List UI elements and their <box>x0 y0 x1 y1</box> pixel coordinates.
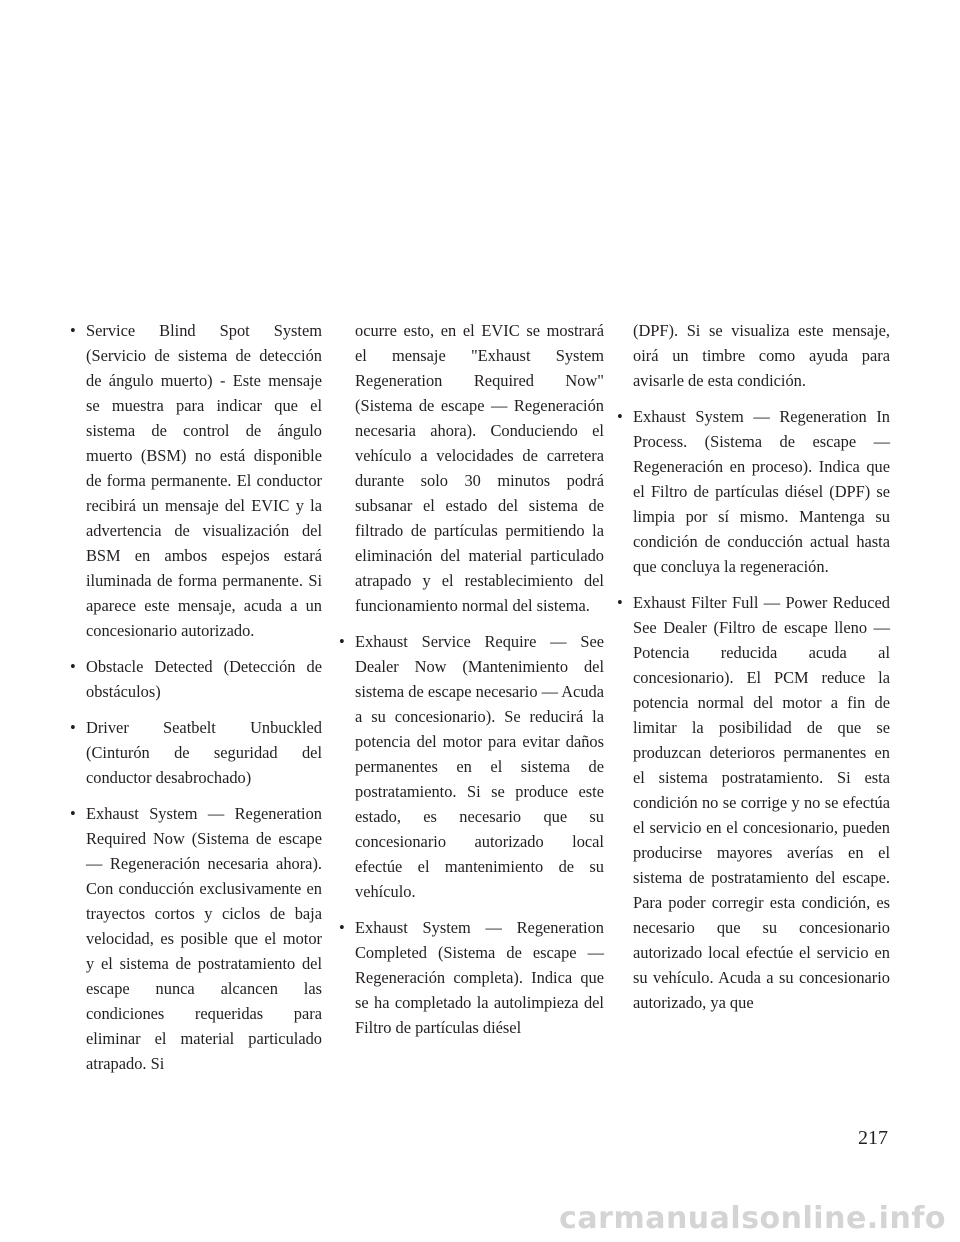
column-2 <box>339 318 604 1051</box>
list-item-exhaust-service-require: • Exhaust Service Require — See Dealer Now (Mantenimiento del sistema de escape necesario — Acuda a su concesionario). Se reducirá la potencia del motor para evitar daños permanentes en el sistema de postratamiento. Si se produce este estado, es necesario que su concesionario autorizado local efectúe el mantenimiento de su vehículo. <box>339 629 604 904</box>
list-item-regeneration-in-process: • Exhaust System — Regeneration In Process. (Sistema de escape — Regeneración en proceso). Indica que el Filtro de partículas diésel (DPF) se limpia por sí mismo. Mantenga su condición de conducción actual hasta que concluya la regeneración. <box>617 404 890 579</box>
list-item-driver-seatbelt: • Driver Seatbelt Unbuckled (Cinturón de seguridad del conductor desabrochado) <box>70 715 322 790</box>
continued-paragraph: (DPF). Si se visualiza este mensaje, oirá un timbre como ayuda para avisarle de esta condición. <box>633 321 890 390</box>
list-item-service-blind-spot: • Service Blind Spot System (Servicio de sistema de detección de ángulo muerto) - Este mensaje se muestra para indicar que el sistema de control de ángulo muerto (BSM) no está disponible de forma permanente. El conductor recibirá un mensaje del EVIC y la advertencia de visualización del BSM en ambos espejos estará iluminada de forma permanente. Si aparece este mensaje, acuda a un concesionario autorizado. <box>70 318 322 643</box>
column-3 <box>617 318 890 1026</box>
continued-paragraph: ocurre esto, en el EVIC se mostrará el mensaje "Exhaust System Regeneration Required Now" (Sistema de escape — Regeneración necesaria ahora). Conduciendo el vehículo a velocidades de carretera durante solo 30 minutos podrá subsanar el estado del sistema de filtrado de partículas permitiendo la eliminación del material particulado atrapado y el restablecimiento del funcionamiento normal del sistema. <box>355 321 604 615</box>
watermark-logo: carmanualsonline.info <box>559 1201 946 1236</box>
column-1 <box>70 318 322 1087</box>
list-item-exhaust-filter-full: • Exhaust Filter Full — Power Reduced See Dealer (Filtro de escape lleno — Potencia reducida acuda al concesionario). El PCM reduce la potencia normal del motor a fin de limitar la posibilidad de que se produzcan deterioros permanentes en el sistema postratamiento. Si esta condición no se corrige y no se efectúa el servicio en el concesionario, pueden producirse mayores averías en el sistema de postratamiento del escape. Para poder corregir esta condición, es necesario que su concesionario autorizado local efectúe el servicio en su vehículo. Acuda a su concesionario autorizado, ya que <box>617 590 890 1015</box>
page-number: 217 <box>858 1127 888 1149</box>
list-item-regeneration-completed: • Exhaust System — Regeneration Completed (Sistema de escape — Regeneración completa). Indica que se ha completado la autolimpieza del Filtro de partículas diésel <box>339 915 604 1040</box>
list-item-obstacle-detected: • Obstacle Detected (Detección de obstáculos) <box>70 654 322 704</box>
list-item-regeneration-required: • Exhaust System — Regeneration Required Now (Sistema de escape — Regeneración necesaria ahora). Con conducción exclusivamente en trayectos cortos y ciclos de baja velocidad, es posible que el motor y el sistema de postratamiento del escape nunca alcancen las condiciones requeridas para eliminar el material particulado atrapado. Si <box>70 801 322 1076</box>
